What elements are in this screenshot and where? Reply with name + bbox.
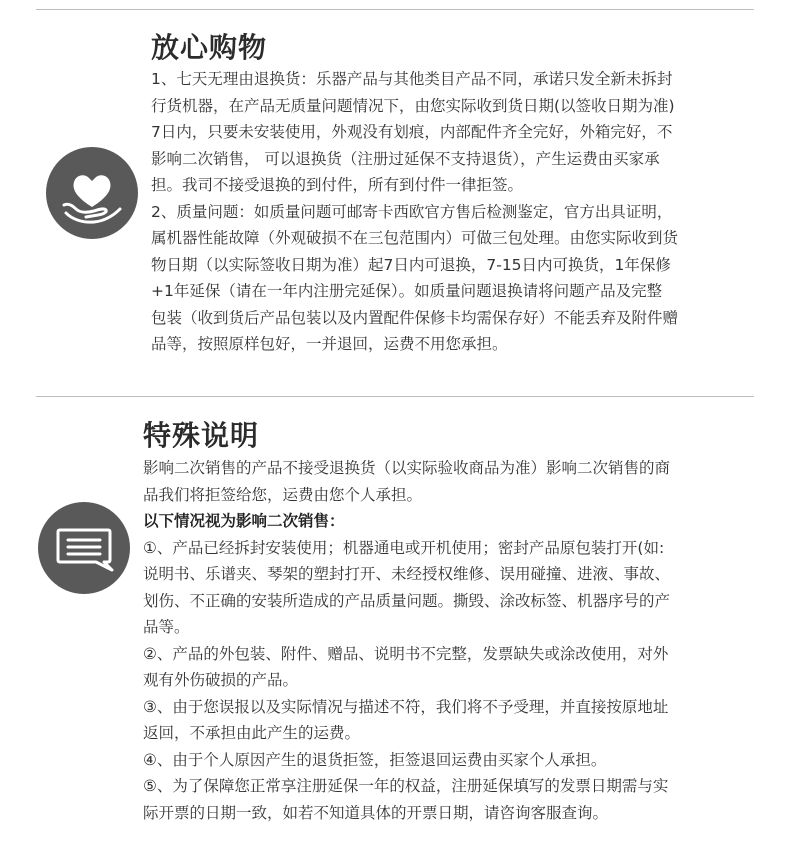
text-line: 物日期（以实际签收日期为准）起7日内可退换，7-15日内可换货，1年保修 xyxy=(151,255,671,274)
text-line: 担。我司不接受退换的到付件，所有到付件一律拒签。 xyxy=(151,176,524,194)
text-line: 观有外伤破损的产品。 xyxy=(143,671,299,689)
text-line: 行货机器，在产品无质量问题情况下，由您实际收到货日期(以签收日期为准) xyxy=(151,96,675,115)
text-line: 1、七天无理由退换货：乐器产品与其他类目产品不同，承诺只发全新未拆封 xyxy=(151,70,673,88)
text-line: ⑤、为了保障您正常享注册延保一年的权益，注册延保填写的发票日期需与实 xyxy=(143,777,669,795)
text-line: 品我们将拒签给您，运费由您个人承担。 xyxy=(143,485,423,504)
top-divider xyxy=(36,9,754,10)
text-line: +1年延保（请在一年内注册完延保）。如质量问题退换请将问题产品及完整 xyxy=(151,282,663,300)
text-line: ④、由于个人原因产生的退货拒签，拒签退回运费由买家个人承担。 xyxy=(143,750,607,769)
text-line: 品等，按照原样包好，一并退回，运费不用您承担。 xyxy=(151,335,508,353)
section-title-special-notes: 特殊说明 xyxy=(143,419,260,452)
middle-divider xyxy=(36,396,754,397)
text-line: 划伤、不正确的安装所造成的产品质量问题。撕毁、涂改标签、机器序号的产 xyxy=(143,591,671,610)
text-line: ②、产品的外包装、附件、赠品、说明书不完整，发票缺失或涂改使用，对外 xyxy=(143,644,669,663)
text-line: 影响二次销售， 可以退换货（注册过延保不支持退货），产生运费由买家承 xyxy=(151,149,660,168)
text-line: 7日内，只要未安装使用，外观没有划痕，内部配件齐全完好，外箱完好，不 xyxy=(151,123,673,141)
text-line: 影响二次销售的产品不接受退换货（以实际验收商品为准）影响二次销售的商 xyxy=(143,459,671,477)
text-line: 返回，不承担由此产生的运费。 xyxy=(143,724,361,742)
text-line: 说明书、乐谱夹、琴架的塑封打开、未经授权维修、误用碰撞、进液、事故、 xyxy=(143,565,671,583)
text-line: 际开票的日期一致，如若不知道具体的开票日期，请咨询客服查询。 xyxy=(143,803,609,822)
text-line: 包装（收到货后产品包装以及内置配件保修卡均需保存好）不能丢弃及附件赠 xyxy=(151,308,679,327)
heart-in-hand-icon xyxy=(46,147,138,239)
text-line: 品等。 xyxy=(143,618,190,636)
text-line: 2、质量问题：如质量问题可邮寄卡西欧官方售后检测鉴定，官方出具证明， xyxy=(151,202,673,221)
section-title-shopping: 放心购物 xyxy=(151,31,268,64)
text-line: ③、由于您误报以及实际情况与描述不符，我们将不予受理，并直接按原地址 xyxy=(143,697,669,716)
bold-heading-line: 以下情况视为影响二次销售： xyxy=(143,512,345,530)
text-line: ①、产品已经拆封安装使用；机器通电或开机使用；密封产品原包装打开(如: xyxy=(143,538,665,557)
message-card-icon xyxy=(38,502,130,594)
text-line: 属机器性能故障（外观破损不在三包范围内）可做三包处理。由您实际收到货 xyxy=(151,229,679,247)
shopping-policy-text xyxy=(151,66,678,358)
special-notes-text xyxy=(143,455,670,826)
